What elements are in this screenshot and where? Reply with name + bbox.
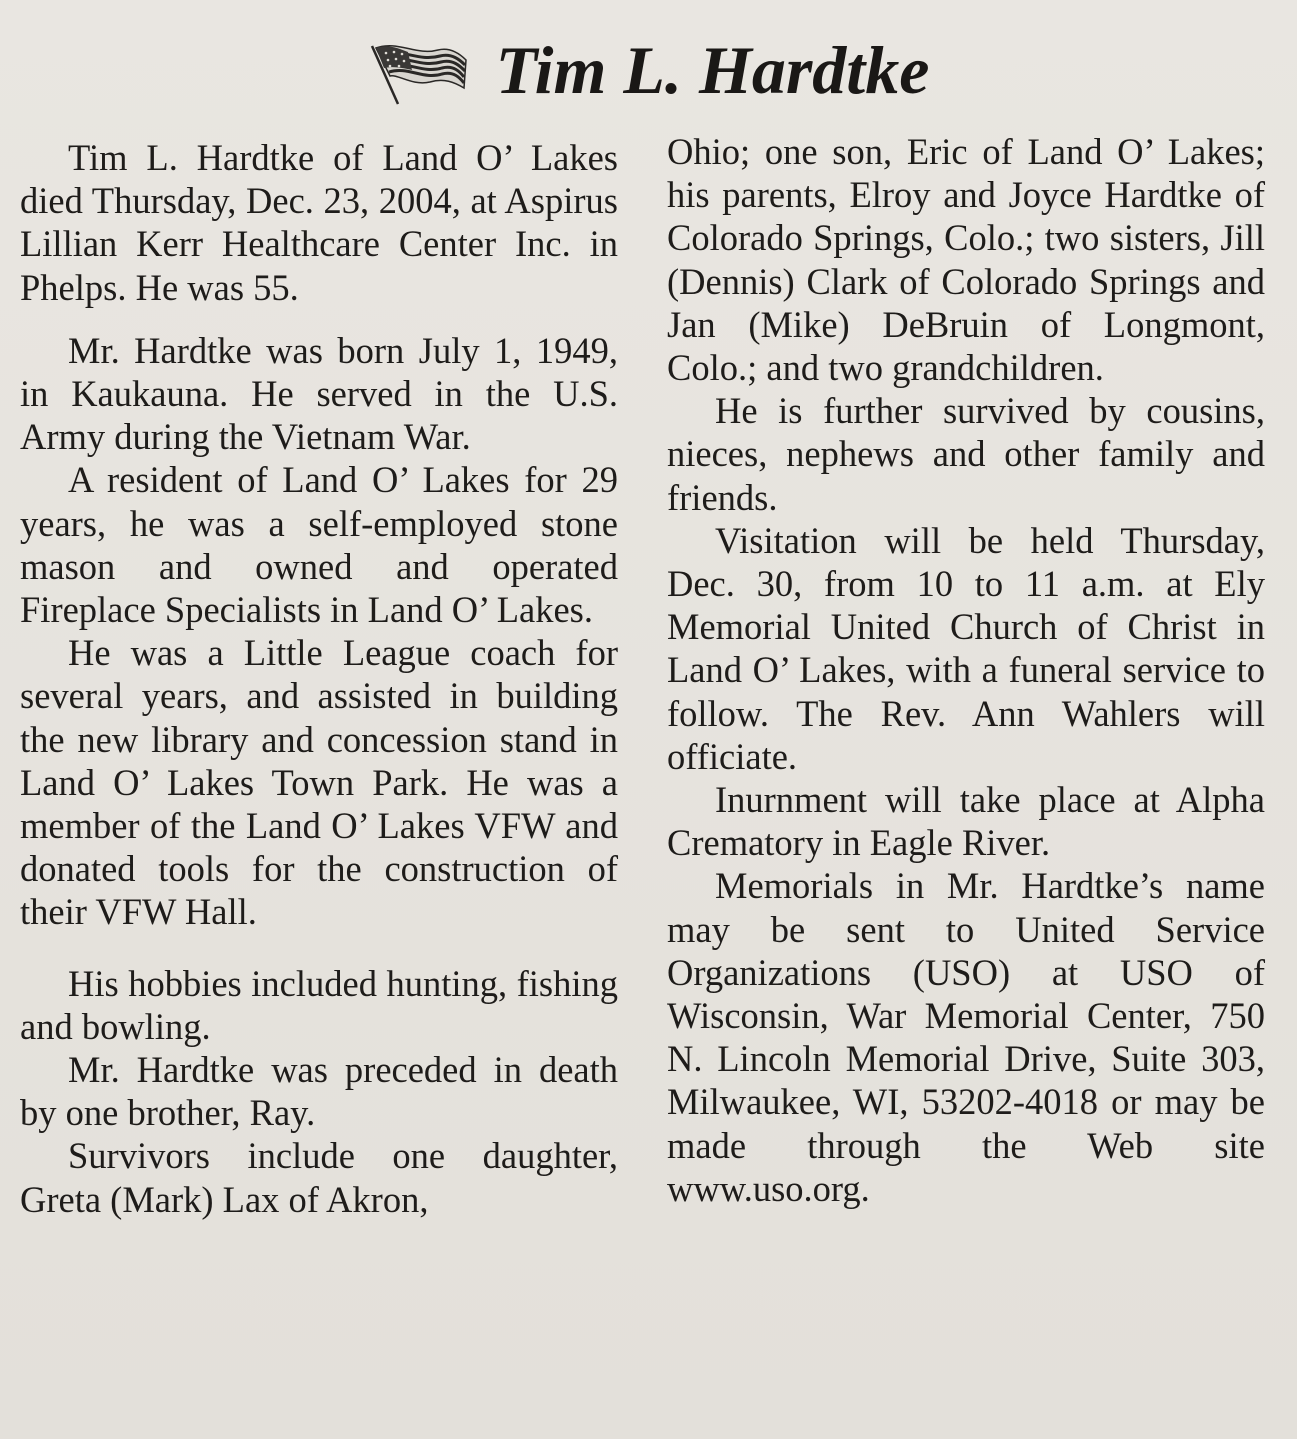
paragraph-visitation: Visitation will be held Thursday, Dec. 30, from 10 to 11 a.m. at Ely Memorial United Church of Christ in Land O’ Lakes, with a funeral service to follow. The Rev. Ann Wahlers will officiate. — [667, 519, 1265, 777]
left-column — [20, 136, 618, 1221]
paragraph-hobbies: His hobbies included hunting, fishing and bowling. — [20, 962, 618, 1047]
paragraph-further-survived: He is further survived by cousins, nieces, nephews and other family and friends. — [667, 390, 1265, 518]
paragraph-preceded: Mr. Hardtke was preceded in death by one brother, Ray. — [20, 1049, 618, 1134]
paragraph-inurnment: Inurnment will take place at Alpha Crematory in Eagle River. — [667, 779, 1265, 864]
obituary-title: Tim L. Hardtke — [495, 31, 930, 108]
paragraph-birth-service: Mr. Hardtke was born July 1, 1949, in Kaukauna. He served in the U.S. Army during the Vietnam War. — [20, 329, 618, 458]
paragraph-residence-career: A resident of Land O’ Lakes for 29 years, he was a self-employed stone mason and owned and operated Fireplace Specialists in Land O’ Lakes. — [20, 459, 618, 631]
paragraph-survivors-start: Survivors include one daughter, Greta (Mark) Lax of Akron, — [20, 1135, 618, 1220]
paragraph-death-notice: Tim L. Hardtke of Land O’ Lakes died Thursday, Dec. 23, 2004, at Aspirus Lillian Kerr Healthcare Center Inc. in Phelps. He was 55. — [20, 137, 618, 308]
paragraph-memorials: Memorials in Mr. Hardtke’s name may be sent to United Service Organizations (USO) at USO of Wisconsin, War Memorial Center, 750 N. Lincoln Memorial Drive, Suite 303, Milwaukee, WI, 53202-4018 or may be made through the Web site www.uso.org. — [667, 865, 1265, 1209]
obituary-header — [0, 30, 1297, 110]
right-column — [667, 130, 1265, 1210]
paragraph-community: He was a Little League coach for several years, and assisted in building the new library and concession stand in Land O’ Lakes Town Park. He was a member of the Land O’ Lakes VFW and donated tools for the construction of their VFW Hall. — [20, 632, 618, 933]
paragraph-survivors-cont: Ohio; one son, Eric of Land O’ Lakes; his parents, Elroy and Joyce Hardtke of Colorado Springs, Colo.; two sisters, Jill (Dennis) Clark of Colorado Springs and Jan (Mike) DeBruin of Longmont, Colo.; and two grandchildren. — [667, 131, 1265, 389]
american-flag-icon — [368, 40, 468, 106]
